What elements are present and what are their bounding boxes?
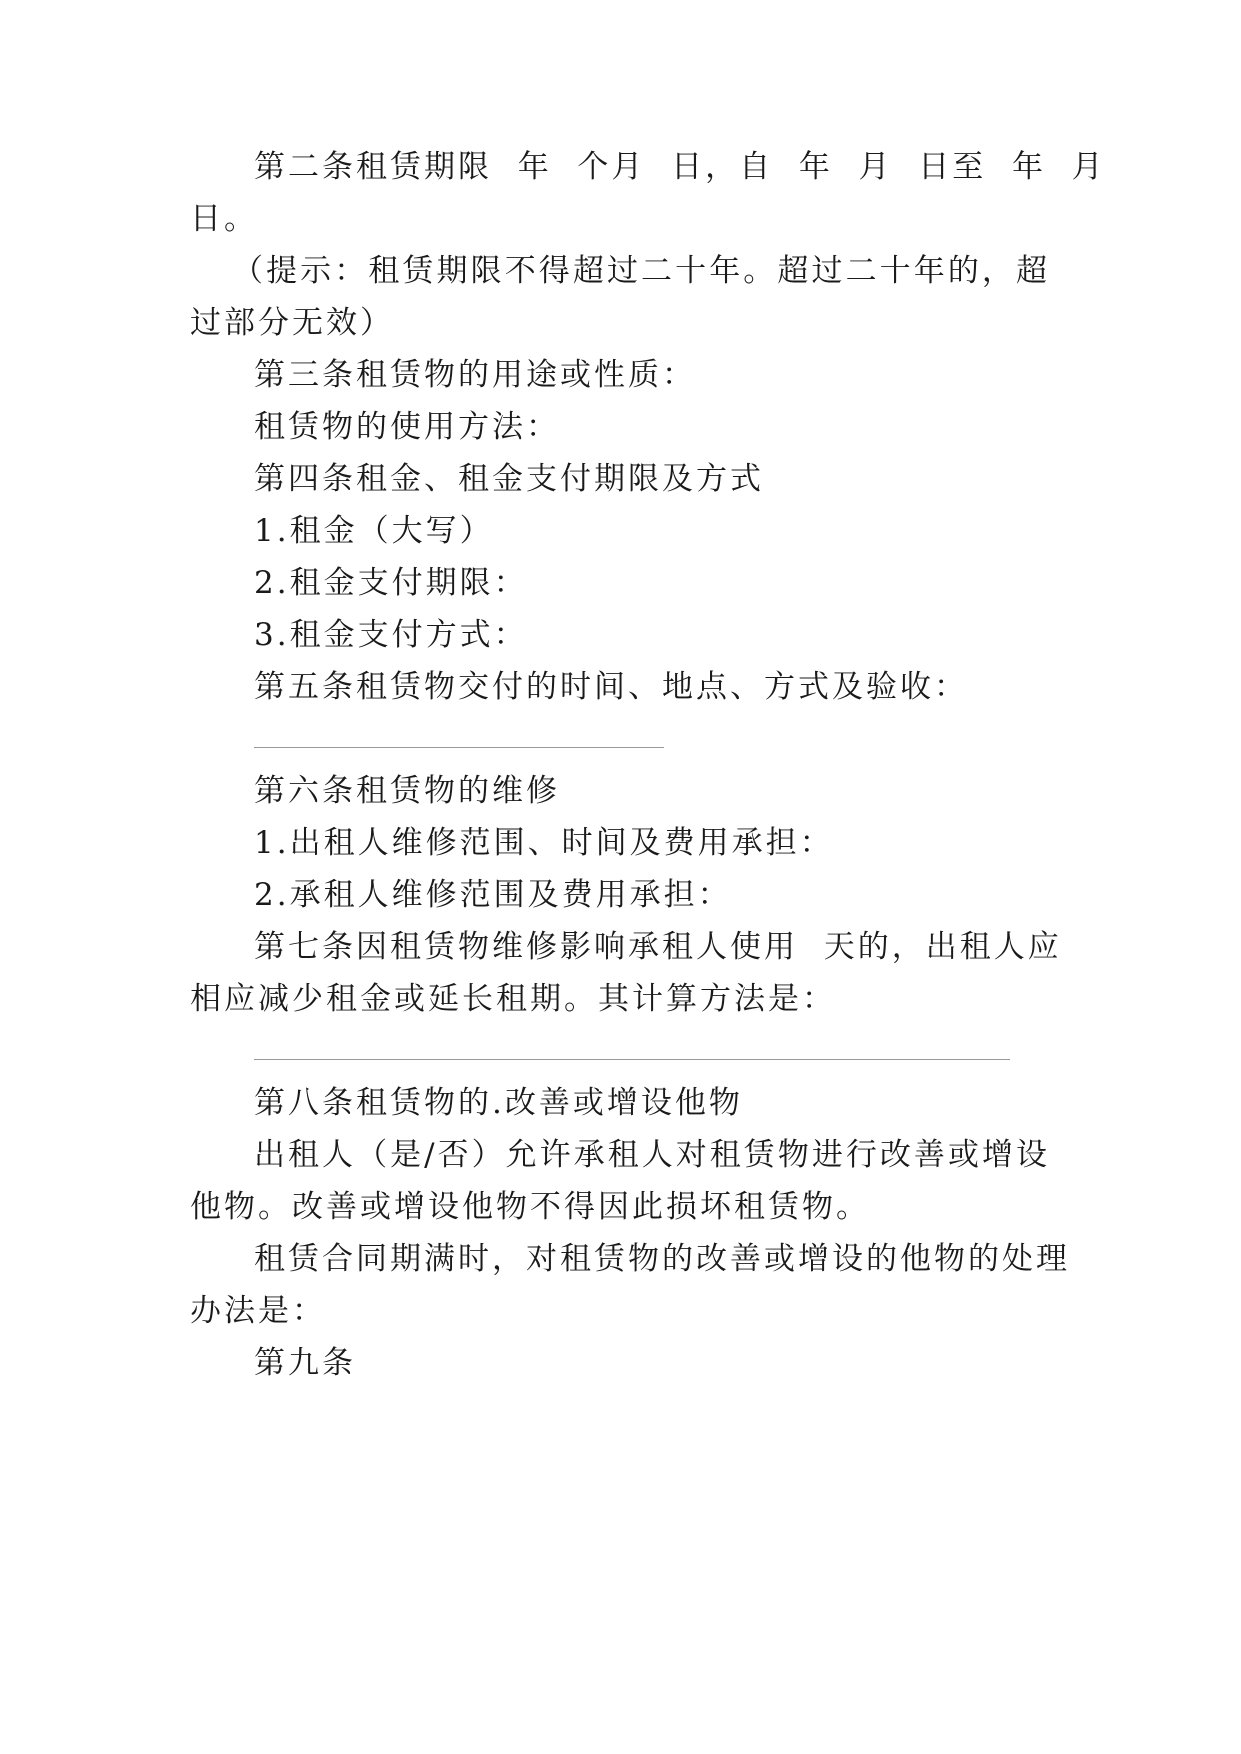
article5-title: 第五条租赁物交付的时间、地点、方式及验收： bbox=[254, 669, 968, 705]
article8-p2-line2: 办法是： bbox=[190, 1293, 326, 1329]
article6-item2: 2.承租人维修范围及费用承担： bbox=[254, 877, 732, 913]
article8-p1-line1: 出租人（是/否）允许承租人对租赁物进行改善或增设 bbox=[254, 1137, 1050, 1173]
article8-p1-line2: 他物。改善或增设他物不得因此损坏租赁物。 bbox=[190, 1189, 870, 1225]
article6-item1: 1.出租人维修范围、时间及费用承担： bbox=[254, 825, 834, 861]
blank-line-article7 bbox=[254, 1059, 1010, 1060]
tip-line1: （提示：租赁期限不得超过二十年。超过二十年的，超 bbox=[232, 253, 1050, 289]
article8-title: 第八条租赁物的.改善或增设他物 bbox=[254, 1085, 743, 1121]
article7-line1: 第七条因租赁物维修影响承租人使用 天的，出租人应 bbox=[254, 929, 1062, 965]
article4-title: 第四条租金、租金支付期限及方式 bbox=[254, 461, 764, 497]
article9-title: 第九条 bbox=[254, 1345, 356, 1381]
article4-item3: 3.租金支付方式： bbox=[254, 617, 528, 653]
blank-line-article5 bbox=[254, 747, 664, 748]
article2-line2: 日。 bbox=[190, 201, 258, 237]
article7-line2: 相应减少租金或延长租期。其计算方法是： bbox=[190, 981, 836, 1017]
article3-title: 第三条租赁物的用途或性质： bbox=[254, 357, 696, 393]
article4-item1: 1.租金（大写） bbox=[254, 513, 494, 549]
article8-p2-line1: 租赁合同期满时，对租赁物的改善或增设的他物的处理 bbox=[254, 1241, 1070, 1277]
article4-item2: 2.租金支付期限： bbox=[254, 565, 528, 601]
article3-usage: 租赁物的使用方法： bbox=[254, 409, 560, 445]
tip-line2: 过部分无效） bbox=[190, 305, 394, 341]
article2-line1: 第二条租赁期限 年 个月 日，自 年 月 日至 年 月 bbox=[254, 149, 1106, 185]
article6-title: 第六条租赁物的维修 bbox=[254, 773, 560, 809]
